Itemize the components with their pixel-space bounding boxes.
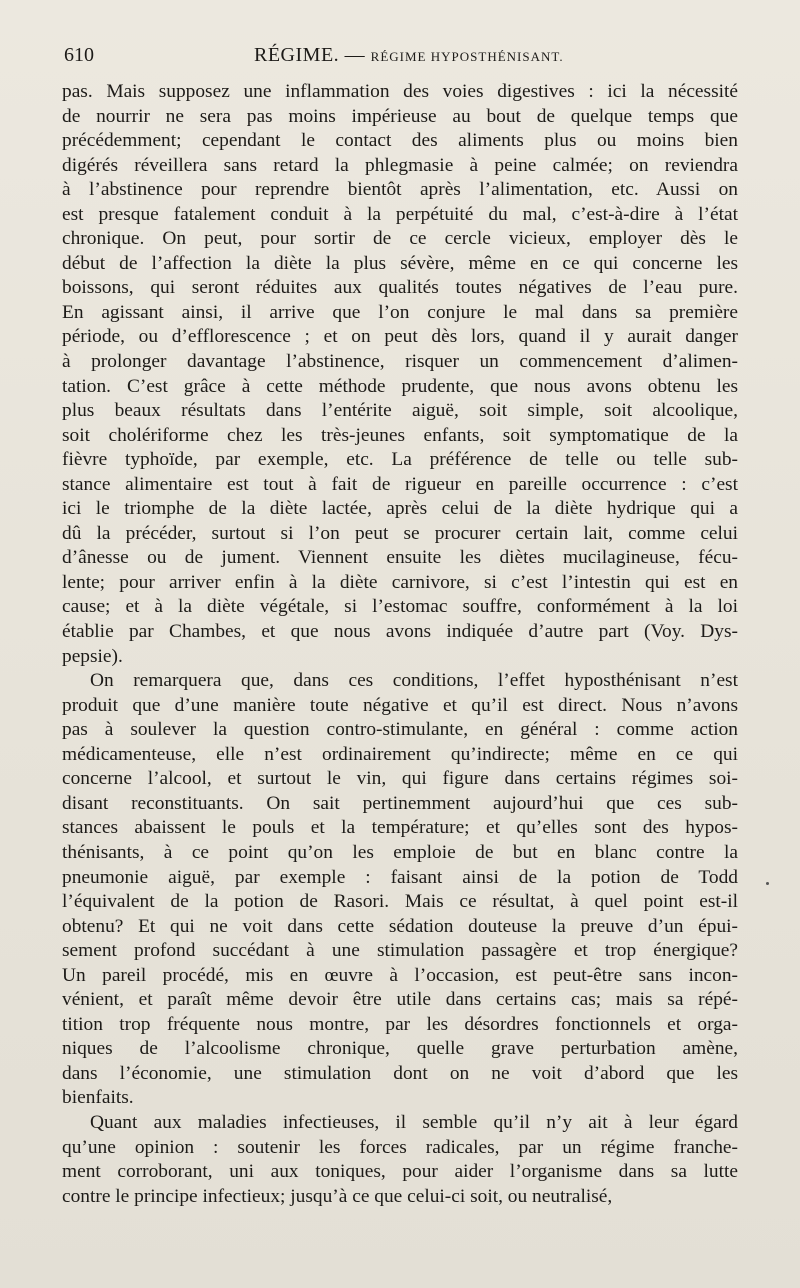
text-line: pneumonie aiguë, par exemple : faisant ainsi de la potion de Todd (62, 866, 738, 888)
text-line: stances abaissent le pouls et la température; et qu’elles sont des hypos- (62, 817, 738, 839)
paragraph (62, 80, 738, 669)
text-line: ici le triomphe de la diète lactée, après celui de la diète hydrique qui a (62, 498, 738, 520)
text-line: chronique. On peut, pour sortir de ce cercle vicieux, employer dès le (62, 228, 738, 250)
text-line: précédemment; cependant le contact des aliments plus ou moins bien (62, 130, 738, 152)
text-line: stance alimentaire est tout à fait de rigueur en pareille occurrence : c’est (62, 473, 738, 495)
text-line: lente; pour arriver enfin à la diète carnivore, si c’est l’intestin qui est en (62, 571, 738, 593)
text-line: disant reconstituants. On sait pertinemment aujourd’hui que ces sub- (62, 792, 738, 814)
text-line: pepsie). (62, 645, 123, 667)
text-line: est presque fatalement conduit à la perpétuité du mal, c’est-à-dire à l’état (62, 203, 738, 225)
text-line: sement profond succédant à une stimulation passagère et trop énergique? (62, 940, 738, 962)
page-number: 610 (64, 44, 94, 66)
paragraph (62, 1111, 738, 1209)
text-line: à l’abstinence pour reprendre bientôt après l’alimentation, etc. Aussi on (62, 179, 738, 201)
text-line: On remarquera que, dans ces conditions, l’effet hyposthénisant n’est (90, 670, 738, 692)
text-line: obtenu? Et qui ne voit dans cette sédation douteuse la preuve d’un épui- (62, 915, 738, 937)
text-line: de nourrir ne sera pas moins impérieuse au bout de quelque temps que (62, 105, 738, 127)
paragraph (62, 669, 738, 1111)
running-head-title: RÉGIME. (254, 44, 340, 66)
text-line: tition trop fréquente nous montre, par les désordres fonctionnels et orga- (62, 1013, 738, 1035)
page-body (62, 80, 738, 1209)
text-line: dans l’économie, une stimulation dont on ne voit d’abord que les (62, 1062, 738, 1084)
text-line: bienfaits. (62, 1087, 134, 1109)
page-header (64, 44, 736, 74)
running-head-dash: — (344, 44, 366, 66)
running-head (254, 44, 564, 67)
text-line: dû la précéder, surtout si l’on peut se procurer certain lait, comme celui (62, 522, 738, 544)
text-line: fièvre typhoïde, par exemple, etc. La préférence de telle ou telle sub- (62, 449, 738, 471)
text-line: vénient, et paraît même devoir être utile dans certains cas; mais sa répé- (62, 989, 738, 1011)
text-line: qu’une opinion : soutenir les forces radicales, par un régime franche- (62, 1136, 738, 1158)
text-line: pas. Mais supposez une inflammation des voies digestives : ici la nécessité (62, 81, 738, 102)
text-line: concerne l’alcool, et surtout le vin, qui figure dans certains régimes soi- (62, 768, 738, 790)
text-line: digérés réveillera sans retard la phlegmasie à peine calmée; on reviendra (62, 154, 738, 176)
text-line: cause; et à la diète végétale, si l’estomac souffre, conformément à la loi (62, 596, 738, 618)
text-line: période, ou d’efflorescence ; et on peut dès lors, quand il y aurait danger (62, 326, 738, 348)
text-line: thénisants, à ce point qu’on les emploie de but en blanc contre la (62, 841, 738, 863)
text-line: En agissant ainsi, il arrive que l’on conjure le mal dans sa première (62, 301, 738, 323)
text-line: pas à soulever la question contro-stimulante, en général : comme action (62, 719, 738, 741)
text-line: plus beaux résultats dans l’entérite aiguë, soit simple, soit alcoolique, (62, 400, 738, 422)
text-line: boissons, qui seront réduites aux qualités toutes négatives de l’eau pure. (62, 277, 738, 299)
text-line: médicamenteuse, elle n’est ordinairement qu’indirecte; même en ce qui (62, 743, 738, 765)
text-line: établie par Chambes, et que nous avons indiquée d’autre part (Voy. Dys- (62, 621, 738, 643)
text-line: Quant aux maladies infectieuses, il semble qu’il n’y ait à leur égard (90, 1111, 738, 1133)
text-line: soit cholériforme chez les très-jeunes enfants, soit symptomatique de la (62, 424, 738, 446)
text-line: à prolonger davantage l’abstinence, risquer un commencement d’alimen- (62, 351, 738, 373)
running-head-subtitle: RÉGIME HYPOSTHÉNISANT. (370, 49, 564, 64)
text-line: début de l’affection la diète la plus sévère, même en ce qui concerne les (62, 252, 738, 274)
text-line: tation. C’est grâce à cette méthode prudente, que nous avons obtenu les (62, 375, 738, 397)
text-line: d’ânesse ou de jument. Viennent ensuite les diètes mucilagineuse, fécu- (62, 547, 738, 569)
text-line: niques de l’alcoolisme chronique, quelle grave perturbation amène, (62, 1038, 738, 1060)
text-line: produit que d’une manière toute négative et qu’il est direct. Nous n’avons (62, 694, 738, 716)
text-line: l’équivalent de la potion de Rasori. Mais ce résultat, à quel point est-il (62, 891, 738, 913)
margin-speck (766, 882, 769, 885)
text-line: ment corroborant, uni aux toniques, pour aider l’organisme dans sa lutte (62, 1161, 738, 1183)
text-line: Un pareil procédé, mis en œuvre à l’occasion, est peut-être sans incon- (62, 964, 738, 986)
text-line: contre le principe infectieux; jusqu’à ce que celui-ci soit, ou neutralisé, (62, 1185, 613, 1207)
